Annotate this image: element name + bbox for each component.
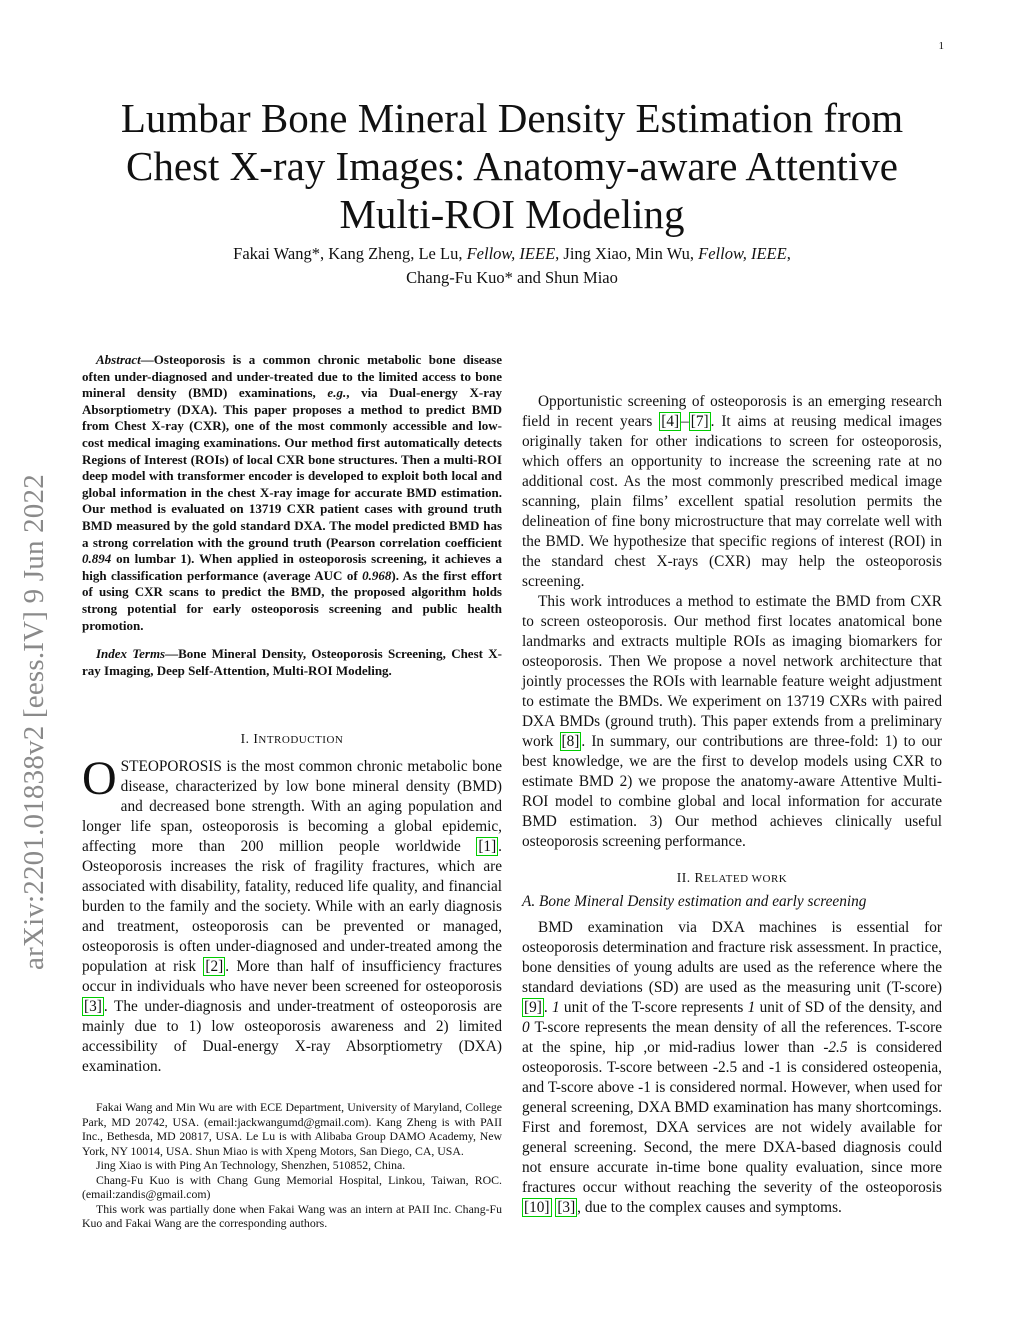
citation-link[interactable]: [3]	[84, 998, 102, 1016]
paragraph-bmd-examination	[522, 918, 942, 1218]
index-terms-label: Index Terms	[96, 646, 166, 662]
abstract-text-3: on lumbar 1). When applied in osteoporosis screening, it achieves a high classification performance (average AUC of	[82, 551, 502, 583]
abstract-auc-value: 0.968	[362, 567, 392, 583]
paragraph-this-work	[522, 592, 942, 852]
citation-link[interactable]: [9]	[524, 999, 542, 1016]
section-2-number: II.	[676, 870, 695, 885]
intro-text-1: STEOPOROSIS is the most common chronic metabolic bone disease, characterized by low bone mineral density (BMD) and decreased bone strength. With an aging population and longer life span, osteoporosis is becoming a global epidemic, affecting more than 200 million people worldwide	[82, 758, 502, 856]
para4-text-4: unit of SD of the density, and	[755, 999, 942, 1016]
para4-italic-2: 1	[747, 999, 756, 1016]
authors-part-1: Fakai Wang*, Kang Zheng, Le Lu,	[233, 244, 467, 263]
para4-italic-4: -2.5	[823, 1039, 848, 1056]
para4-text-8: , due to the complex causes and symptoms.	[577, 1199, 842, 1216]
citation-link[interactable]: [2]	[205, 958, 224, 976]
left-column	[82, 352, 502, 1077]
author-line-1	[80, 242, 944, 266]
abstract-text-2: , via Dual-energy X-ray Absorptiometry (DXA). This paper proposes a method to predict BMD from Chest X-ray (CXR), one of the most commonly accessible and low-cost medical imaging examinations. Our method first automatically detects Regions of Interest (ROIs) of local CXR bone structures. Then a multi-ROI deep model with transformer encoder is developed to exploit both local and global information in the chest X-ray image for accurate BMD estimation. Our method is evaluated on 13719 CXR patient cases with ground truth BMD measured by the gold standard DXA. The model predicted BMD has a strong correlation with the ground truth (Pearson correlation coefficient	[82, 385, 502, 550]
footnotes	[82, 1100, 502, 1231]
footnote-affiliations: Fakai Wang and Min Wu are with ECE Department, University of Maryland, College Park, MD 20742, USA. (email:jackwangumd@gmail.com). Kang Zheng is with PAII Inc., Bethesda, MD 20817, USA. Le Lu is with Alibaba Group DAMO Academy, New York, NY 10014, USA. Shun Miao is with Xpeng Motors, San Diego, CA, USA.	[82, 1100, 502, 1158]
paragraph-opportunistic-screening	[522, 392, 942, 592]
citation-link[interactable]: [8]	[561, 733, 580, 750]
citation-dash: –	[681, 413, 689, 430]
page-number: 1	[938, 40, 944, 52]
para4-text-5: T-score represents the mean density of all the references. T-score at the spine, hip ,or mid-radius lower than	[522, 1019, 942, 1056]
right-column	[522, 392, 942, 1218]
index-terms-text: —Bone Mineral Density, Osteoporosis Screening, Chest X-ray Imaging, Deep Self-Attention, Multi-ROI Modeling.	[82, 646, 502, 678]
index-terms	[82, 646, 502, 679]
para4-text-3: unit of the T-score represents	[559, 999, 748, 1016]
abstract-label: Abstract	[96, 352, 141, 367]
section-2-title: ELATED WORK	[704, 873, 788, 885]
citation-link[interactable]: [3]	[557, 1199, 576, 1216]
author-line-2: Chang-Fu Kuo* and Shun Miao	[406, 268, 618, 287]
fellow-title-2: Fellow, IEEE	[698, 244, 787, 263]
authors-part-2: , Jing Xiao, Min Wu,	[555, 244, 699, 263]
para3-text-1: This work introduces a method to estimate the BMD from CXR to screen osteoporosis. Our method first locates anatomical bone landmarks and extracts multiple ROIs as imaging biomarkers for osteoporosis. Then We propose a novel network architecture that jointly processes the ROIs with learnable feature weight adjustment to estimate the BMDs. We experiment on 13719 CXRs with paired DXA BMDs (ground truth). This paper extends from a preliminary work	[522, 593, 942, 750]
para4-italic-1: 1	[551, 999, 560, 1016]
abstract-pearson-value: 0.894	[82, 551, 112, 567]
section-heading-related-work	[522, 870, 942, 886]
section-1-first-letter: I	[253, 731, 259, 747]
section-2-first-letter: R	[694, 870, 705, 885]
abstract-eg: e.g.	[327, 385, 347, 401]
para4-text-6: is considered osteoporosis. T-score between -2.5 and -1 is considered osteopenia, and T-score above -1 is considered normal. However, when used for general screening, DXA BMD examination has many shortcomings. First and foremost, DXA services are not widely available for general screening. Second, the mere DXA-based diagnosis could not ensure accurate in-time bone quality evaluation, since more fractures occur without reaching the severity of the osteoporosis	[522, 1039, 942, 1196]
section-heading-introduction	[82, 731, 502, 747]
para3-text-2: . In summary, our contributions are three-fold: 1) to our best knowledge, we are the first to develop models using CXR to estimate BMD 2) we propose the anatomy-aware Attentive Multi-ROI model to combine global and local information for accurate BMD estimation. 3) Our method achieves clinically useful osteoporosis screening performance.	[522, 733, 943, 850]
abstract-text-1: —Osteoporosis is a common chronic metabolic bone disease often under-diagnosed and under-treated due to the limited access to bone mineral density (BMD) examinations,	[82, 352, 502, 401]
paper-title: Lumbar Bone Mineral Density Estimation from Chest X-ray Images: Anatomy-aware Attentive Multi-ROI Modeling	[120, 95, 904, 237]
section-1-title: NTRODUCTION	[258, 734, 344, 747]
intro-text-3: . More than half of insufficiency fractures occur in individuals who have never been screened for osteoporosis	[82, 958, 503, 996]
section-1-number: I.	[240, 731, 254, 747]
citation-link[interactable]: [4]	[661, 413, 680, 430]
authors-part-3: ,	[786, 244, 791, 263]
intro-text-2: . Osteoporosis increases the risk of fragility fractures, which are associated with disability, fatality, reduced life quality, and financial burden to the family and the society. While with an early diagnosis and treatment, osteoporosis can be prevented or managed, osteoporosis is often under-diagnosed and under-treated among the population at risk	[82, 838, 502, 976]
abstract-text-4: ). As the first effort of using CXR scans to predict the BMD, the proposed algorithm holds strong potential for early osteoporosis screening and public health promotion.	[82, 567, 502, 633]
citation-link[interactable]: [1]	[478, 838, 497, 856]
footnote-jing-xiao: Jing Xiao is with Ping An Technology, Shenzhen, 510852, China.	[96, 1158, 406, 1172]
abstract	[82, 352, 502, 634]
footnote-chang-fu-kuo: Chang-Fu Kuo is with Chang Gung Memorial Hospital, Linkou, Taiwan, ROC. (email:zandis@gmail.com)	[82, 1172, 502, 1201]
para2-text-1: Opportunistic screening of osteoporosis is an emerging research field in recent years	[522, 393, 942, 430]
drop-cap: O	[82, 752, 117, 806]
subsection-heading-a: A. Bone Mineral Density estimation and early screening	[522, 893, 867, 910]
citation-link[interactable]: [10]	[524, 1199, 550, 1216]
intro-paragraph	[82, 752, 503, 1077]
fellow-title-1: Fellow, IEEE	[466, 244, 556, 263]
author-list	[80, 242, 944, 290]
citation-link[interactable]: [7]	[690, 413, 709, 430]
footnote-corresponding: This work was partially done when Fakai Wang was an intern at PAII Inc. Chang-Fu Kuo and Fakai Wang are the corresponding authors.	[82, 1201, 502, 1230]
para4-italic-3: 0	[522, 1019, 530, 1036]
para4-text-2: .	[543, 999, 552, 1016]
arxiv-identifier: arXiv:2201.01838v2 [eess.IV] 9 Jun 2022	[18, 474, 50, 970]
intro-text-4: . The under-diagnosis and under-treatment of osteoporosis are mainly due to 1) low osteoporosis awareness and 2) limited accessibility of Dual-energy X-ray Absorptiometry (DXA) examination.	[82, 998, 502, 1076]
para2-text-2: . It aims at reusing medical images originally taken for other indications to screen for osteoporosis, which offers an opportunity to increase the screening rate at no additional cost. As the most commonly prescribed medical image scanning, plain films’ excellent spatial resolution permits the delineation of fine bony microstructure that may correlate well with the BMD. We hypothesize that specific regions of interest (ROI) in the standard chest X-rays (CXR) may help the osteoporosis screening.	[522, 413, 942, 590]
para4-text-1: BMD examination via DXA machines is essential for osteoporosis determination and fracture risk assessment. In practice, bone densities of young adults are used as the reference where the standard deviations (SD) are used as the measuring unit (T-score)	[522, 919, 942, 996]
